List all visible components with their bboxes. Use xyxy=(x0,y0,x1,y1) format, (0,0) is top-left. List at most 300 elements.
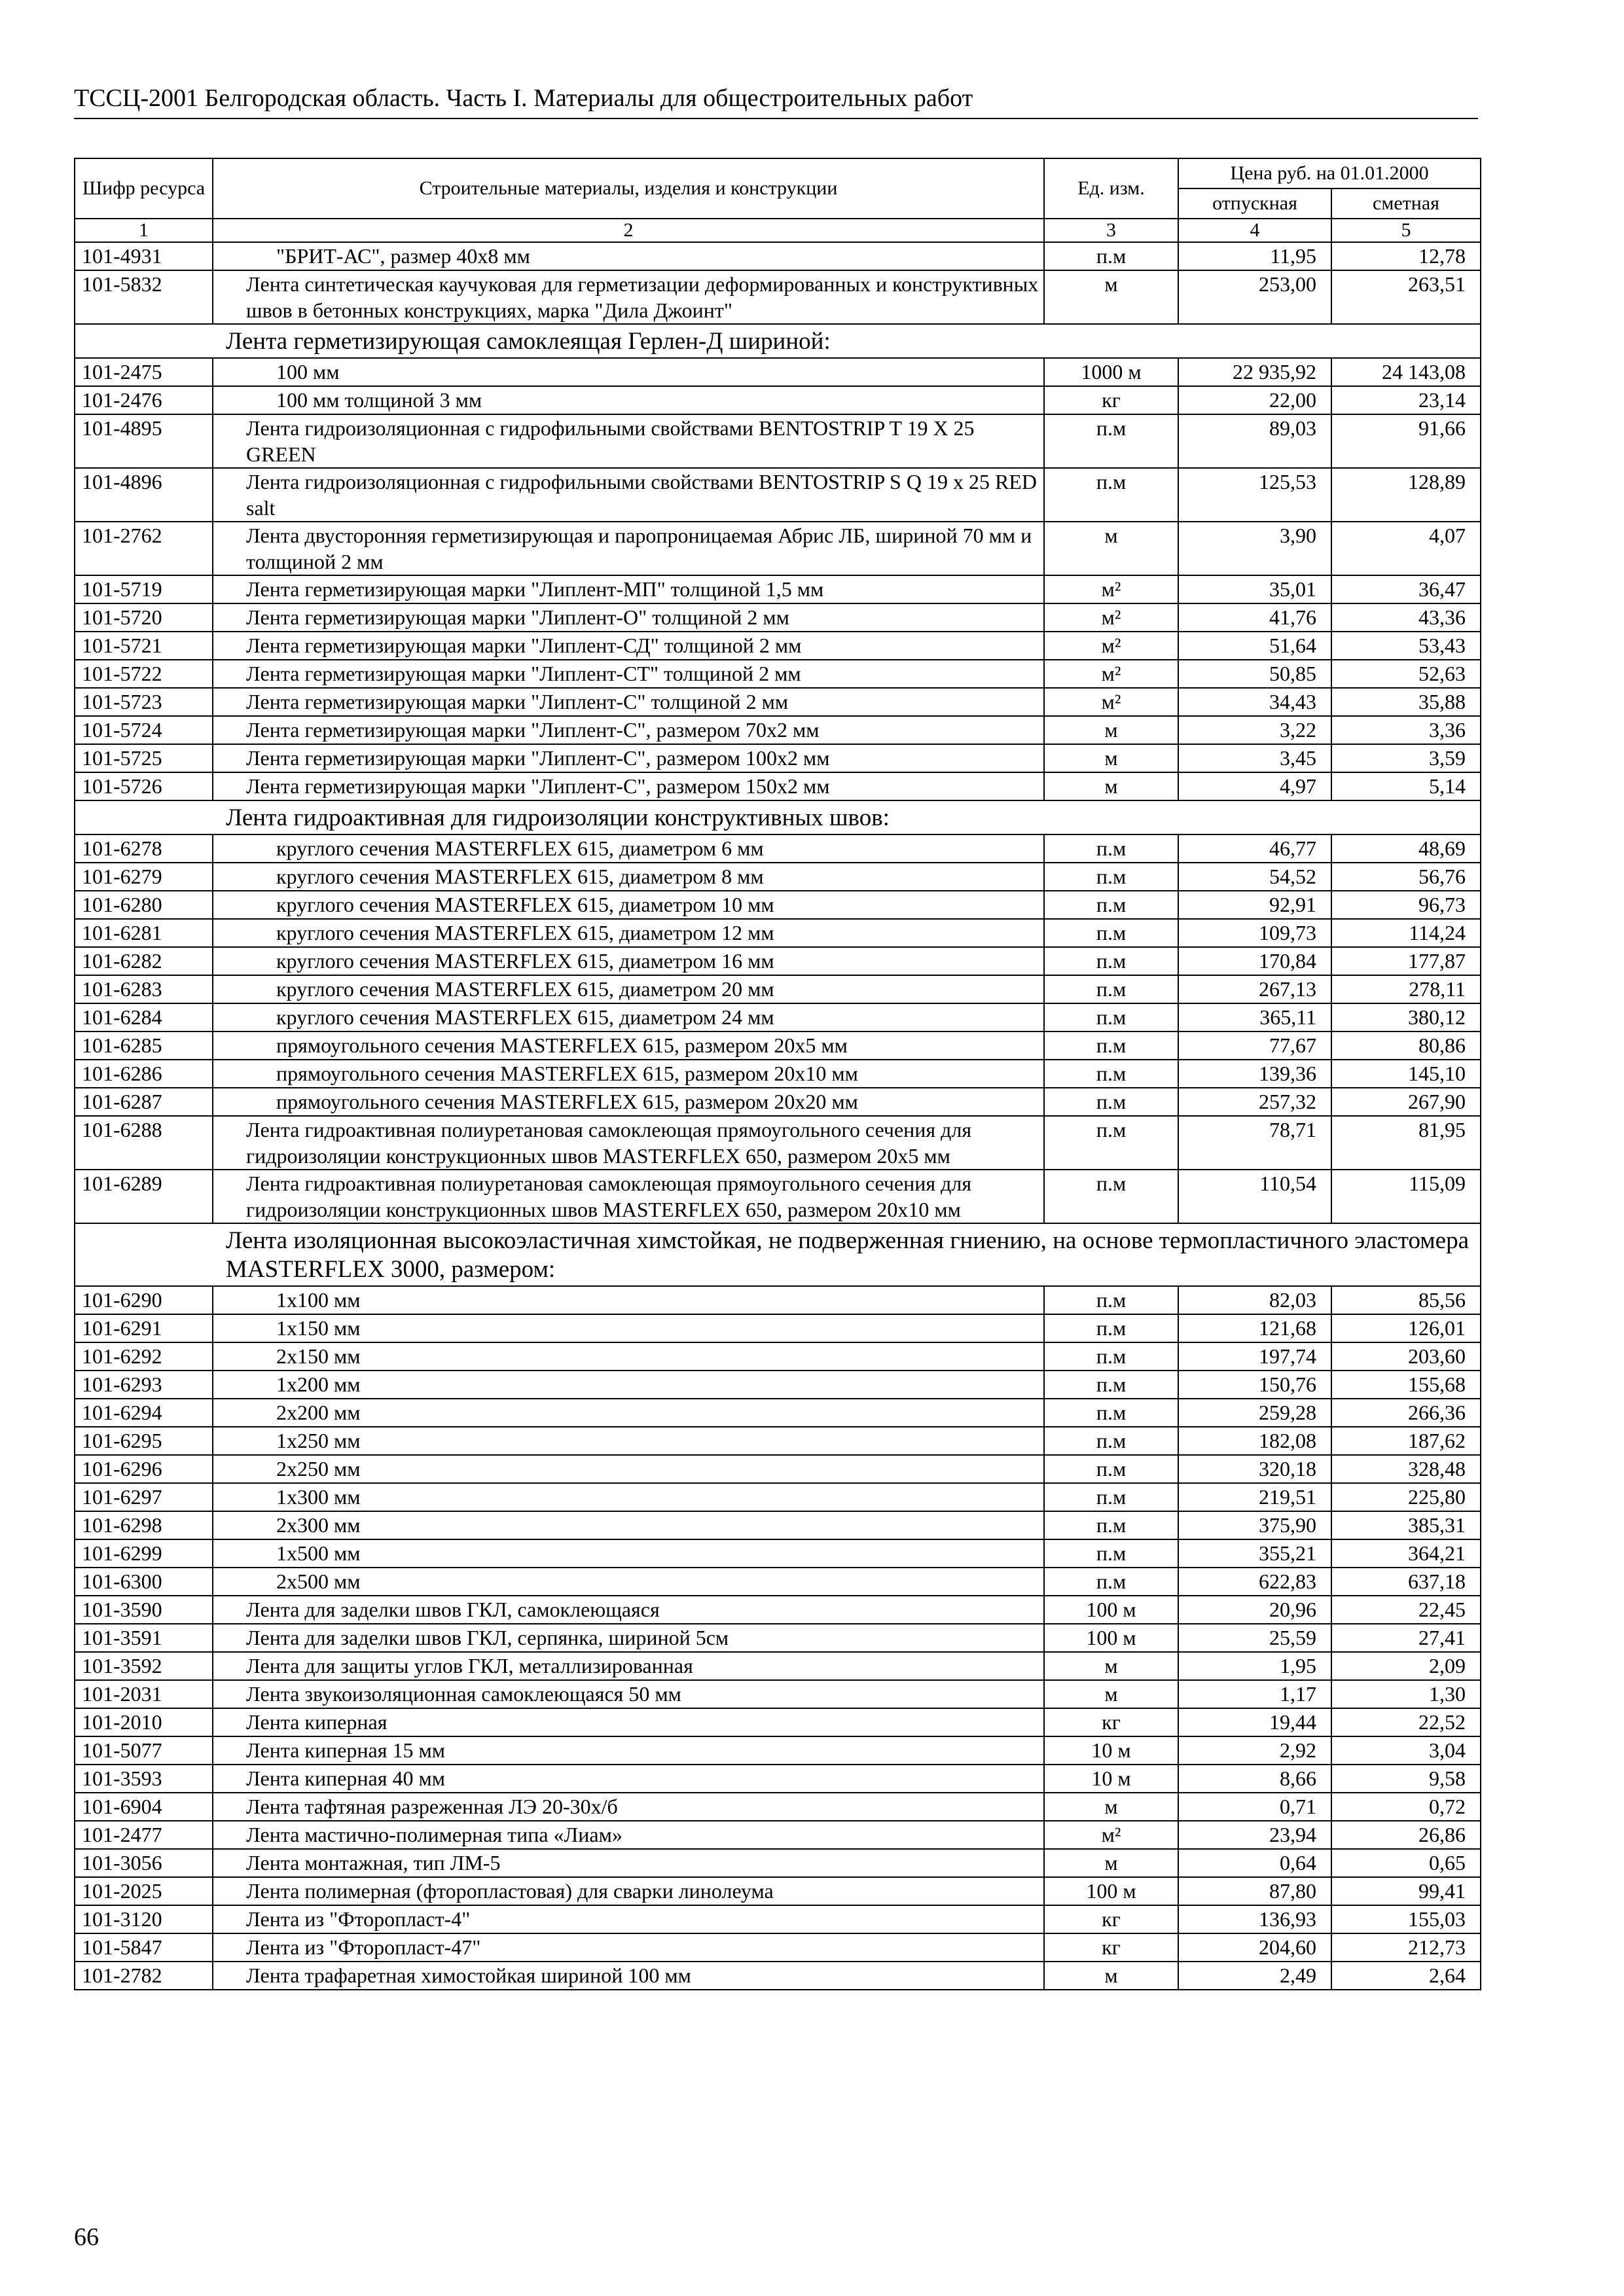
resource-code-cell: 101-3056 xyxy=(75,1849,213,1877)
release-price-cell: 22 935,92 xyxy=(1178,358,1331,386)
table-row xyxy=(75,1596,1481,1624)
estimate-price-cell: 22,45 xyxy=(1331,1596,1481,1624)
resource-code-cell: 101-6286 xyxy=(75,1060,213,1088)
material-name-cell: прямоугольного сечения MASTERFLEX 615, размером 20х10 мм xyxy=(213,1060,1044,1088)
resource-code-cell: 101-2010 xyxy=(75,1708,213,1736)
resource-code-cell: 101-2762 xyxy=(75,522,213,575)
estimate-price-cell: 24 143,08 xyxy=(1331,358,1481,386)
material-name-cell: 2х500 мм xyxy=(213,1568,1044,1596)
estimate-price-cell: 36,47 xyxy=(1331,575,1481,603)
group-title: Лента изоляционная высокоэластичная химстойкая, не подверженная гниению, на основе термопластичного эластомера MASTERFLEX 3000, размером: xyxy=(75,1223,1481,1286)
release-price-cell: 87,80 xyxy=(1178,1877,1331,1905)
unit-cell: п.м xyxy=(1044,1342,1178,1371)
unit-cell: 10 м xyxy=(1044,1736,1178,1765)
release-price-cell: 8,66 xyxy=(1178,1765,1331,1793)
unit-cell: п.м xyxy=(1044,1088,1178,1116)
release-price-cell: 78,71 xyxy=(1178,1116,1331,1170)
group-title: Лента гидроактивная для гидроизоляции конструктивных швов: xyxy=(75,800,1481,834)
material-name-cell: 1х300 мм xyxy=(213,1483,1044,1511)
material-name-cell: Лента киперная 15 мм xyxy=(213,1736,1044,1765)
estimate-price-cell: 27,41 xyxy=(1331,1624,1481,1652)
estimate-price-cell: 3,59 xyxy=(1331,744,1481,772)
material-name-cell: 2х150 мм xyxy=(213,1342,1044,1371)
estimate-price-cell: 267,90 xyxy=(1331,1088,1481,1116)
table-row xyxy=(75,834,1481,863)
resource-code-cell: 101-3590 xyxy=(75,1596,213,1624)
table-row xyxy=(75,386,1481,414)
material-name-cell: прямоугольного сечения MASTERFLEX 615, размером 20х5 мм xyxy=(213,1031,1044,1060)
unit-cell: 100 м xyxy=(1044,1624,1178,1652)
unit-cell: 10 м xyxy=(1044,1765,1178,1793)
estimate-price-cell: 1,30 xyxy=(1331,1680,1481,1708)
resource-code-cell: 101-6288 xyxy=(75,1116,213,1170)
material-name-cell: Лента мастично-полимерная типа «Лиам» xyxy=(213,1821,1044,1849)
release-price-cell: 139,36 xyxy=(1178,1060,1331,1088)
unit-cell: м xyxy=(1044,1962,1178,1990)
resource-code-cell: 101-6279 xyxy=(75,863,213,891)
release-price-cell: 41,76 xyxy=(1178,603,1331,632)
resource-code-cell: 101-6284 xyxy=(75,1003,213,1031)
unit-cell: 100 м xyxy=(1044,1877,1178,1905)
table-row xyxy=(75,660,1481,688)
material-name-cell: Лента герметизирующая марки "Липлент-СД" толщиной 2 мм xyxy=(213,632,1044,660)
header-release-price: отпускная xyxy=(1178,188,1331,219)
table-row xyxy=(75,1286,1481,1314)
table-row xyxy=(75,1031,1481,1060)
table-row xyxy=(75,1170,1481,1223)
estimate-price-cell: 266,36 xyxy=(1331,1399,1481,1427)
table-row xyxy=(75,744,1481,772)
resource-code-cell: 101-5721 xyxy=(75,632,213,660)
estimate-price-cell: 2,09 xyxy=(1331,1652,1481,1680)
release-price-cell: 2,92 xyxy=(1178,1736,1331,1765)
column-number: 3 xyxy=(1044,219,1178,242)
resource-code-cell: 101-5725 xyxy=(75,744,213,772)
running-header xyxy=(74,84,1478,119)
table-row xyxy=(75,1680,1481,1708)
group-title: Лента герметизирующая самоклеящая Герлен-Д шириной: xyxy=(75,324,1481,358)
release-price-cell: 19,44 xyxy=(1178,1708,1331,1736)
table-row xyxy=(75,1652,1481,1680)
document-title: ТССЦ-2001 Белгородская область. Часть I. Материалы для общестроительных работ xyxy=(74,84,973,112)
material-name-cell: Лента герметизирующая марки "Липлент-С", размером 150х2 мм xyxy=(213,772,1044,800)
column-number: 4 xyxy=(1178,219,1331,242)
material-name-cell: Лента герметизирующая марки "Липлент-С", размером 70х2 мм xyxy=(213,716,1044,744)
release-price-cell: 267,13 xyxy=(1178,975,1331,1003)
estimate-price-cell: 126,01 xyxy=(1331,1314,1481,1342)
release-price-cell: 1,17 xyxy=(1178,1680,1331,1708)
resource-code-cell: 101-2475 xyxy=(75,358,213,386)
material-name-cell: круглого сечения MASTERFLEX 615, диаметром 12 мм xyxy=(213,919,1044,947)
header-name: Строительные материалы, изделия и конструкции xyxy=(213,158,1044,219)
release-price-cell: 355,21 xyxy=(1178,1539,1331,1568)
resource-code-cell: 101-6281 xyxy=(75,919,213,947)
table-row xyxy=(75,716,1481,744)
header-price: Цена руб. на 01.01.2000 xyxy=(1178,158,1481,188)
unit-cell: п.м xyxy=(1044,1286,1178,1314)
resource-code-cell: 101-6290 xyxy=(75,1286,213,1314)
release-price-cell: 51,64 xyxy=(1178,632,1331,660)
unit-cell: п.м xyxy=(1044,1170,1178,1223)
material-name-cell: Лента гидроизоляционная с гидрофильными свойствами BENTOSTRIP S Q 19 x 25 RED salt xyxy=(213,468,1044,522)
unit-cell: кг xyxy=(1044,386,1178,414)
unit-cell: п.м xyxy=(1044,1060,1178,1088)
unit-cell: п.м xyxy=(1044,1483,1178,1511)
unit-cell: п.м xyxy=(1044,1003,1178,1031)
material-name-cell: 100 мм xyxy=(213,358,1044,386)
estimate-price-cell: 2,64 xyxy=(1331,1962,1481,1990)
resource-code-cell: 101-6287 xyxy=(75,1088,213,1116)
table-row xyxy=(75,414,1481,468)
unit-cell: м xyxy=(1044,1849,1178,1877)
header-estimate-price: сметная xyxy=(1331,188,1481,219)
release-price-cell: 125,53 xyxy=(1178,468,1331,522)
unit-cell: 100 м xyxy=(1044,1596,1178,1624)
resource-code-cell: 101-6299 xyxy=(75,1539,213,1568)
unit-cell: м² xyxy=(1044,660,1178,688)
resource-code-cell: 101-3591 xyxy=(75,1624,213,1652)
material-name-cell: 1х500 мм xyxy=(213,1539,1044,1568)
estimate-price-cell: 637,18 xyxy=(1331,1568,1481,1596)
resource-code-cell: 101-6904 xyxy=(75,1793,213,1821)
release-price-cell: 136,93 xyxy=(1178,1905,1331,1933)
group-header-row xyxy=(75,324,1481,358)
resource-code-cell: 101-6295 xyxy=(75,1427,213,1455)
estimate-price-cell: 81,95 xyxy=(1331,1116,1481,1170)
estimate-price-cell: 225,80 xyxy=(1331,1483,1481,1511)
release-price-cell: 121,68 xyxy=(1178,1314,1331,1342)
material-name-cell: 1х250 мм xyxy=(213,1427,1044,1455)
column-number: 5 xyxy=(1331,219,1481,242)
resource-code-cell: 101-4896 xyxy=(75,468,213,522)
header-code: Шифр ресурса xyxy=(75,158,213,219)
resource-code-cell: 101-2031 xyxy=(75,1680,213,1708)
resource-code-cell: 101-5723 xyxy=(75,688,213,716)
table-row xyxy=(75,1877,1481,1905)
unit-cell: п.м xyxy=(1044,834,1178,863)
estimate-price-cell: 22,52 xyxy=(1331,1708,1481,1736)
resource-code-cell: 101-3120 xyxy=(75,1905,213,1933)
estimate-price-cell: 212,73 xyxy=(1331,1933,1481,1962)
release-price-cell: 82,03 xyxy=(1178,1286,1331,1314)
material-name-cell: круглого сечения MASTERFLEX 615, диаметром 6 мм xyxy=(213,834,1044,863)
estimate-price-cell: 26,86 xyxy=(1331,1821,1481,1849)
resource-code-cell: 101-3592 xyxy=(75,1652,213,1680)
resource-code-cell: 101-2477 xyxy=(75,1821,213,1849)
release-price-cell: 23,94 xyxy=(1178,1821,1331,1849)
estimate-price-cell: 187,62 xyxy=(1331,1427,1481,1455)
release-price-cell: 204,60 xyxy=(1178,1933,1331,1962)
unit-cell: м xyxy=(1044,744,1178,772)
resource-code-cell: 101-6282 xyxy=(75,947,213,975)
release-price-cell: 170,84 xyxy=(1178,947,1331,975)
header-unit: Ед. изм. xyxy=(1044,158,1178,219)
group-header-row xyxy=(75,800,1481,834)
estimate-price-cell: 35,88 xyxy=(1331,688,1481,716)
material-name-cell: Лента тафтяная разреженная ЛЭ 20-30х/б xyxy=(213,1793,1044,1821)
unit-cell: 1000 м xyxy=(1044,358,1178,386)
release-price-cell: 3,22 xyxy=(1178,716,1331,744)
material-name-cell: 2х250 мм xyxy=(213,1455,1044,1483)
table-row xyxy=(75,919,1481,947)
resource-code-cell: 101-2025 xyxy=(75,1877,213,1905)
resource-code-cell: 101-6294 xyxy=(75,1399,213,1427)
release-price-cell: 1,95 xyxy=(1178,1652,1331,1680)
material-name-cell: Лента из "Фторопласт-4" xyxy=(213,1905,1044,1933)
material-name-cell: Лента гидроактивная полиуретановая самоклеющая прямоугольного сечения для гидроизоляции конструкционных швов MASTERFLEX 650, размером 20х5 мм xyxy=(213,1116,1044,1170)
table-row xyxy=(75,1116,1481,1170)
release-price-cell: 219,51 xyxy=(1178,1483,1331,1511)
resource-code-cell: 101-6291 xyxy=(75,1314,213,1342)
unit-cell: м xyxy=(1044,772,1178,800)
table-row xyxy=(75,1088,1481,1116)
table-row xyxy=(75,1736,1481,1765)
material-name-cell: Лента монтажная, тип ЛМ-5 xyxy=(213,1849,1044,1877)
resource-code-cell: 101-6298 xyxy=(75,1511,213,1539)
table-row xyxy=(75,1483,1481,1511)
estimate-price-cell: 53,43 xyxy=(1331,632,1481,660)
material-name-cell: Лента для защиты углов ГКЛ, металлизированная xyxy=(213,1652,1044,1680)
material-name-cell: 1х150 мм xyxy=(213,1314,1044,1342)
material-name-cell: Лента синтетическая каучуковая для герметизации деформированных и конструктивных швов в бетонных конструкциях, марка "Дила Джоинт" xyxy=(213,270,1044,324)
unit-cell: м² xyxy=(1044,575,1178,603)
release-price-cell: 22,00 xyxy=(1178,386,1331,414)
estimate-price-cell: 155,68 xyxy=(1331,1371,1481,1399)
resource-code-cell: 101-6296 xyxy=(75,1455,213,1483)
estimate-price-cell: 203,60 xyxy=(1331,1342,1481,1371)
release-price-cell: 46,77 xyxy=(1178,834,1331,863)
material-name-cell: Лента герметизирующая марки "Липлент-С" толщиной 2 мм xyxy=(213,688,1044,716)
release-price-cell: 11,95 xyxy=(1178,242,1331,270)
table-row xyxy=(75,575,1481,603)
table-row xyxy=(75,270,1481,324)
material-name-cell: Лента киперная xyxy=(213,1708,1044,1736)
unit-cell: м² xyxy=(1044,1821,1178,1849)
release-price-cell: 54,52 xyxy=(1178,863,1331,891)
resource-code-cell: 101-4895 xyxy=(75,414,213,468)
resource-code-cell: 101-5719 xyxy=(75,575,213,603)
table-row xyxy=(75,1962,1481,1990)
resource-code-cell: 101-3593 xyxy=(75,1765,213,1793)
table-row xyxy=(75,1314,1481,1342)
release-price-cell: 0,64 xyxy=(1178,1849,1331,1877)
unit-cell: м² xyxy=(1044,603,1178,632)
estimate-price-cell: 4,07 xyxy=(1331,522,1481,575)
unit-cell: п.м xyxy=(1044,1314,1178,1342)
resource-code-cell: 101-6297 xyxy=(75,1483,213,1511)
material-name-cell: Лента гидроактивная полиуретановая самоклеющая прямоугольного сечения для гидроизоляции конструкционных швов MASTERFLEX 650, размером 20х10 мм xyxy=(213,1170,1044,1223)
unit-cell: кг xyxy=(1044,1708,1178,1736)
table-row xyxy=(75,1511,1481,1539)
estimate-price-cell: 5,14 xyxy=(1331,772,1481,800)
estimate-price-cell: 128,89 xyxy=(1331,468,1481,522)
release-price-cell: 259,28 xyxy=(1178,1399,1331,1427)
estimate-price-cell: 114,24 xyxy=(1331,919,1481,947)
table-row xyxy=(75,242,1481,270)
release-price-cell: 365,11 xyxy=(1178,1003,1331,1031)
estimate-price-cell: 3,36 xyxy=(1331,716,1481,744)
release-price-cell: 92,91 xyxy=(1178,891,1331,919)
table-row xyxy=(75,1933,1481,1962)
resource-code-cell: 101-6300 xyxy=(75,1568,213,1596)
estimate-price-cell: 0,72 xyxy=(1331,1793,1481,1821)
release-price-cell: 3,90 xyxy=(1178,522,1331,575)
release-price-cell: 20,96 xyxy=(1178,1596,1331,1624)
table-row xyxy=(75,1427,1481,1455)
table-body xyxy=(75,242,1481,1990)
material-name-cell: круглого сечения MASTERFLEX 615, диаметром 20 мм xyxy=(213,975,1044,1003)
table-row xyxy=(75,1342,1481,1371)
unit-cell: п.м xyxy=(1044,1455,1178,1483)
table-row xyxy=(75,688,1481,716)
material-name-cell: Лента герметизирующая марки "Липлент-О" толщиной 2 мм xyxy=(213,603,1044,632)
material-name-cell: Лента трафаретная химостойкая шириной 100 мм xyxy=(213,1962,1044,1990)
release-price-cell: 25,59 xyxy=(1178,1624,1331,1652)
material-name-cell: Лента герметизирующая марки "Липлент-С", размером 100х2 мм xyxy=(213,744,1044,772)
estimate-price-cell: 328,48 xyxy=(1331,1455,1481,1483)
resource-code-cell: 101-2782 xyxy=(75,1962,213,1990)
unit-cell: п.м xyxy=(1044,891,1178,919)
unit-cell: п.м xyxy=(1044,1031,1178,1060)
estimate-price-cell: 9,58 xyxy=(1331,1765,1481,1793)
material-name-cell: Лента звукоизоляционная самоклеющаяся 50 мм xyxy=(213,1680,1044,1708)
release-price-cell: 3,45 xyxy=(1178,744,1331,772)
estimate-price-cell: 91,66 xyxy=(1331,414,1481,468)
unit-cell: п.м xyxy=(1044,468,1178,522)
material-name-cell: круглого сечения MASTERFLEX 615, диаметром 24 мм xyxy=(213,1003,1044,1031)
resource-code-cell: 101-5847 xyxy=(75,1933,213,1962)
estimate-price-cell: 278,11 xyxy=(1331,975,1481,1003)
table-row xyxy=(75,1371,1481,1399)
resource-code-cell: 101-5832 xyxy=(75,270,213,324)
unit-cell: м² xyxy=(1044,688,1178,716)
unit-cell: м xyxy=(1044,522,1178,575)
resource-code-cell: 101-5722 xyxy=(75,660,213,688)
estimate-price-cell: 380,12 xyxy=(1331,1003,1481,1031)
unit-cell: м xyxy=(1044,1680,1178,1708)
resource-code-cell: 101-6293 xyxy=(75,1371,213,1399)
table-row xyxy=(75,863,1481,891)
estimate-price-cell: 96,73 xyxy=(1331,891,1481,919)
estimate-price-cell: 145,10 xyxy=(1331,1060,1481,1088)
estimate-price-cell: 85,56 xyxy=(1331,1286,1481,1314)
resource-code-cell: 101-4931 xyxy=(75,242,213,270)
unit-cell: п.м xyxy=(1044,1427,1178,1455)
unit-cell: п.м xyxy=(1044,414,1178,468)
estimate-price-cell: 23,14 xyxy=(1331,386,1481,414)
material-name-cell: "БРИТ-АС", размер 40х8 мм xyxy=(213,242,1044,270)
material-name-cell: Лента двусторонняя герметизирующая и паропроницаемая Абрис ЛБ, шириной 70 мм и толщиной 2 мм xyxy=(213,522,1044,575)
release-price-cell: 110,54 xyxy=(1178,1170,1331,1223)
resource-code-cell: 101-2476 xyxy=(75,386,213,414)
material-name-cell: 1х200 мм xyxy=(213,1371,1044,1399)
table-row xyxy=(75,632,1481,660)
resource-code-cell: 101-5724 xyxy=(75,716,213,744)
estimate-price-cell: 99,41 xyxy=(1331,1877,1481,1905)
table-row xyxy=(75,1624,1481,1652)
unit-cell: м xyxy=(1044,1793,1178,1821)
estimate-price-cell: 48,69 xyxy=(1331,834,1481,863)
unit-cell: п.м xyxy=(1044,1511,1178,1539)
table-row xyxy=(75,1821,1481,1849)
table-row xyxy=(75,772,1481,800)
material-name-cell: 2х200 мм xyxy=(213,1399,1044,1427)
resource-code-cell: 101-6278 xyxy=(75,834,213,863)
unit-cell: п.м xyxy=(1044,863,1178,891)
unit-cell: п.м xyxy=(1044,947,1178,975)
release-price-cell: 320,18 xyxy=(1178,1455,1331,1483)
release-price-cell: 34,43 xyxy=(1178,688,1331,716)
estimate-price-cell: 3,04 xyxy=(1331,1736,1481,1765)
unit-cell: кг xyxy=(1044,1905,1178,1933)
estimate-price-cell: 385,31 xyxy=(1331,1511,1481,1539)
material-name-cell: Лента полимерная (фторопластовая) для сварки линолеума xyxy=(213,1877,1044,1905)
estimate-price-cell: 80,86 xyxy=(1331,1031,1481,1060)
release-price-cell: 35,01 xyxy=(1178,575,1331,603)
release-price-cell: 253,00 xyxy=(1178,270,1331,324)
table-row xyxy=(75,1455,1481,1483)
release-price-cell: 182,08 xyxy=(1178,1427,1331,1455)
table-row xyxy=(75,975,1481,1003)
resource-code-cell: 101-6283 xyxy=(75,975,213,1003)
unit-cell: п.м xyxy=(1044,1371,1178,1399)
material-name-cell: круглого сечения MASTERFLEX 615, диаметром 8 мм xyxy=(213,863,1044,891)
unit-cell: п.м xyxy=(1044,1539,1178,1568)
table-row xyxy=(75,1793,1481,1821)
column-number-row xyxy=(75,219,1481,242)
resource-code-cell: 101-6280 xyxy=(75,891,213,919)
estimate-price-cell: 12,78 xyxy=(1331,242,1481,270)
release-price-cell: 622,83 xyxy=(1178,1568,1331,1596)
release-price-cell: 109,73 xyxy=(1178,919,1331,947)
table-row xyxy=(75,1765,1481,1793)
estimate-price-cell: 364,21 xyxy=(1331,1539,1481,1568)
unit-cell: п.м xyxy=(1044,1399,1178,1427)
table-row xyxy=(75,891,1481,919)
release-price-cell: 197,74 xyxy=(1178,1342,1331,1371)
material-name-cell: 100 мм толщиной 3 мм xyxy=(213,386,1044,414)
unit-cell: п.м xyxy=(1044,975,1178,1003)
material-name-cell: 1х100 мм xyxy=(213,1286,1044,1314)
estimate-price-cell: 263,51 xyxy=(1331,270,1481,324)
release-price-cell: 77,67 xyxy=(1178,1031,1331,1060)
unit-cell: п.м xyxy=(1044,1568,1178,1596)
release-price-cell: 89,03 xyxy=(1178,414,1331,468)
estimate-price-cell: 43,36 xyxy=(1331,603,1481,632)
material-name-cell: Лента из "Фторопласт-47" xyxy=(213,1933,1044,1962)
column-number: 2 xyxy=(213,219,1044,242)
table-row xyxy=(75,1399,1481,1427)
material-name-cell: круглого сечения MASTERFLEX 615, диаметром 10 мм xyxy=(213,891,1044,919)
release-price-cell: 257,32 xyxy=(1178,1088,1331,1116)
table-row xyxy=(75,1905,1481,1933)
table-row xyxy=(75,468,1481,522)
unit-cell: п.м xyxy=(1044,1116,1178,1170)
release-price-cell: 150,76 xyxy=(1178,1371,1331,1399)
table-row xyxy=(75,1003,1481,1031)
resource-code-cell: 101-5720 xyxy=(75,603,213,632)
material-name-cell: Лента герметизирующая марки "Липлент-МП" толщиной 1,5 мм xyxy=(213,575,1044,603)
price-table xyxy=(74,158,1481,1990)
group-header-row xyxy=(75,1223,1481,1286)
estimate-price-cell: 177,87 xyxy=(1331,947,1481,975)
release-price-cell: 375,90 xyxy=(1178,1511,1331,1539)
material-name-cell: Лента для заделки швов ГКЛ, самоклеющаяся xyxy=(213,1596,1044,1624)
unit-cell: м xyxy=(1044,270,1178,324)
estimate-price-cell: 155,03 xyxy=(1331,1905,1481,1933)
unit-cell: м xyxy=(1044,716,1178,744)
resource-code-cell: 101-5077 xyxy=(75,1736,213,1765)
